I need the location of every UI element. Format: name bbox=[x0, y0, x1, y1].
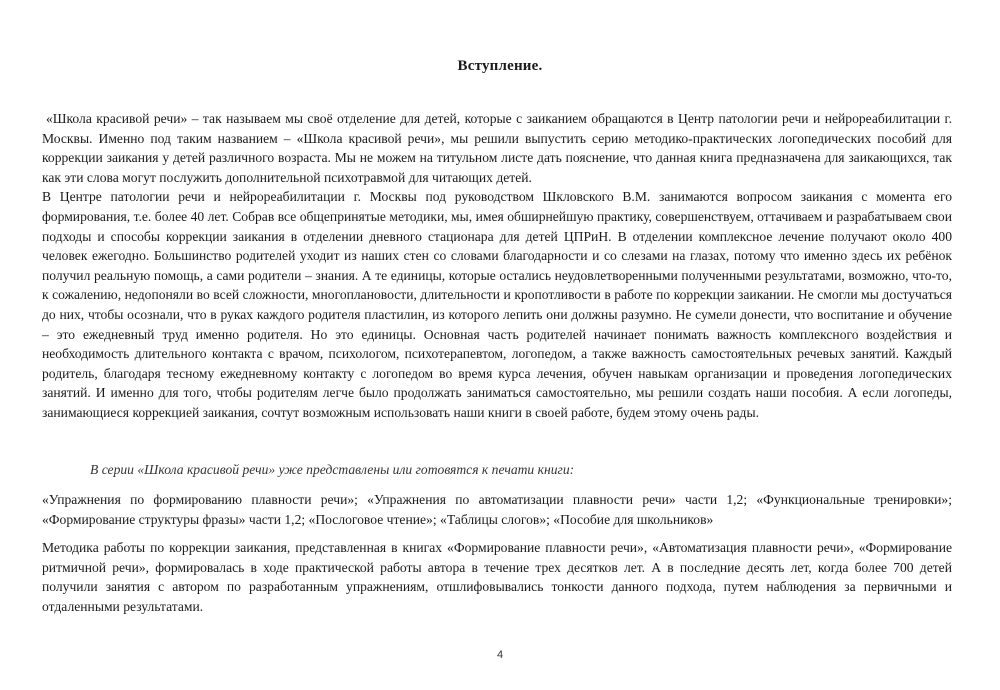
intro-paragraph-1: «Школа красивой речи» – так называем мы своё отделение для детей, которые с заиканием обращаются в Центр патологии речи и нейрореабилитации г. Москвы. Именно под таким названием – «Школа красивой речи», мы решили выпустить серию методико-практических логопедических пособий для коррекции заикания у детей различного возраста. Мы не можем на титульном листе дать пояснение, что данная книга предназначена для заикающихся, так как эти слова могут послужить дополнительной психотравмой для читающих детей. bbox=[42, 111, 952, 185]
method-section bbox=[42, 538, 952, 616]
page-title: Вступление. bbox=[457, 58, 543, 74]
intro-paragraph-2: В Центре патологии речи и нейрореабилитации г. Москвы под руководством Шкловского В.М. занимаются вопросом заикания с момента его формирования, т.е. более 40 лет. Собрав все общепринятые методики, мы, имея обширнейшую практику, совершенствуем, оттачиваем и разрабатываем свои подходы и способы коррекции заикания в отделении дневного стационара для детей ЦПРиН. В отделении комплексное лечение получают около 400 человек ежегодно. Большинство родителей уходит из наших стен со словами благодарности и со слезами на глазах, потому что именно здесь их ребёнок получил реальную помощь, а сами родители – знания. А те единицы, которые остались неудовлетворенными полученными результатами, возможно, что-то, к сожалению, недопоняли во всей сложности, многоплановости, длительности и кропотливости в работе по коррекции заикании. Не смогли мы достучаться до них, чтобы осознали, что в руках каждого родителя пластилин, из которого лепить они должны разумно. Не сумели донести, что воспитание и обучение – это ежедневный труд именно родителя. Но это единицы. Основная часть родителей начинает понимать важность комплексного воздействия и необходимость длительного контакта с врачом, психологом, психотерапевтом, логопедом, а также важность самостоятельных речевых занятий. Каждый родитель, благодаря тесному ежедневному контакту с логопедом во время курса лечения, обучен навыкам организации и проведения логопедических занятий. И именно для того, чтобы родителям легче было продолжать заниматься самостоятельно, мы решили создать наши пособия. А если логопеды, занимающиеся коррекцией заикания, сочтут возможным использовать наши книги в своей работе, будем этому очень рады. bbox=[42, 189, 952, 420]
page-number: 4 bbox=[496, 649, 504, 661]
books-list-text: «Упражнения по формированию плавности речи»; «Упражнения по автоматизации плавности речи» части 1,2; «Функциональные тренировки»; «Формирование структуры фразы» части 1,2; «Послоговое чтение»; «Таблицы слогов»; «Пособие для школьников» bbox=[42, 492, 952, 527]
books-list bbox=[42, 490, 952, 529]
series-heading: В серии «Школа красивой речи» уже представлены или готовятся к печати книги: bbox=[90, 462, 575, 477]
method-paragraph: Методика работы по коррекции заикания, представленная в книгах «Формирование плавности речи», «Автоматизация плавности речи», «Формирование ритмичной речи», формировалась в ходе практической работы автора в течение трех десятков лет. А в последние десять лет, когда более 700 детей получили занятия с автором по разработанным упражнениям, отшлифовывались тонкости данного подхода, путем наблюдения за первичными и отдаленными результатами. bbox=[42, 540, 952, 614]
intro-section bbox=[42, 109, 952, 423]
